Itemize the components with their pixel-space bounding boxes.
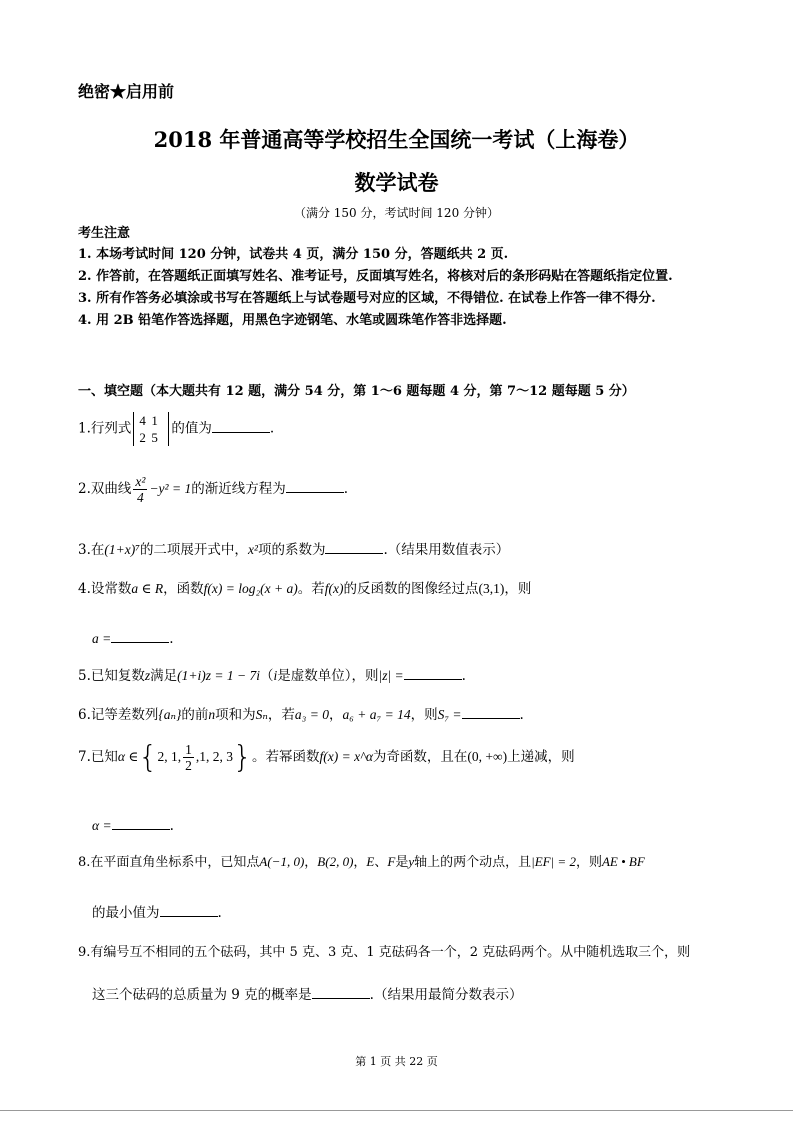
section-title: 一、填空题（本大题共有 12 题，满分 54 分，第 1～6 题每题 4 分，第 7～12 题每题 5 分） <box>78 384 635 399</box>
notice-heading: 考生注意 <box>78 226 131 241</box>
brace-left: { <box>138 739 158 775</box>
question-8: 8.在平面直角坐标系中，已知点A(−1, 0)，B(2, 0)，E、F是y轴上的两个动点，且|EF| = 2，则AE • BF <box>78 854 645 870</box>
question-2: 2.双曲线 $\frac{\text{x²}}{4}$ −y² = 1的渐近线方程为 . <box>78 474 348 505</box>
exam-subtitle: 数学试卷 <box>354 170 439 195</box>
fraction: $\frac{\text{x²}}{4}$ <box>135 474 146 505</box>
notice-item: 1. 本场考试时间 120 分钟，试卷共 4 页，满分 150 分，答题纸共 2 页. <box>78 247 509 262</box>
answer-blank[interactable] <box>111 629 169 643</box>
determinant: 4 1 2 5 <box>133 412 169 446</box>
question-9: 9.有编号互不相同的五个砝码，其中 5 克、3 克、1 克砝码各一个，2 克砝码两个。从中随机选取三个，则 <box>78 945 691 960</box>
answer-blank[interactable] <box>160 903 218 917</box>
question-4: 4.设常数a ∈ R，函数f(x) = log₂(x + a)。若f(x)的反函数的图像经过点(3,1)，则 <box>78 581 532 597</box>
page-footer: 第 1 页 共 22 页 <box>355 1055 438 1068</box>
secret-label: 绝密★启用前 <box>78 82 175 101</box>
answer-blank[interactable] <box>286 479 344 493</box>
question-1: 1.行列式 4 1 2 5的值为 . <box>78 413 275 445</box>
fraction: $\frac{1}{2}$ <box>185 742 192 773</box>
question-8-answer: 的最小值为 . <box>92 905 222 921</box>
answer-blank[interactable] <box>312 985 370 999</box>
exam-title: 2018 年普通高等学校招生全国统一考试（上海卷） <box>153 127 640 152</box>
question-9-answer: 这三个砝码的总质量为 9 克的概率是 .（结果用最简分数表示） <box>92 987 523 1003</box>
notice-item: 3. 所有作答务必填涂或书写在答题纸上与试卷题号对应的区域，不得错位. 在试卷上作答一律不得分. <box>78 291 656 306</box>
question-7: 7.已知α ∈{2, 1, $\frac{1}{2}$ ,1, 2, 3}。若幂函数f(x) = x^α为奇函数，且在(0, +∞)上递减，则 <box>78 739 575 775</box>
question-5: 5.已知复数z满足(1+i)z = 1 − 7i（i是虚数单位），则|z| = . <box>78 668 466 684</box>
brace-right: } <box>232 739 253 775</box>
notice-item: 4. 用 2B 铅笔作答选择题，用黑色字迹钢笔、水笔或圆珠笔作答非选择题. <box>78 313 507 328</box>
answer-blank[interactable] <box>325 540 383 554</box>
question-3: 3.在(1+x)⁷的二项展开式中，x²项的系数为 .（结果用数值表示） <box>78 542 510 558</box>
answer-blank[interactable] <box>462 705 520 719</box>
answer-blank[interactable] <box>112 816 170 830</box>
question-4-answer: a = . <box>92 631 174 647</box>
question-7-answer: α = . <box>92 818 174 834</box>
notice-item: 2. 作答前，在答题纸正面填写姓名、准考证号，反面填写姓名，将核对后的条形码贴在答题纸指定位置. <box>78 269 673 284</box>
footer-divider <box>0 1110 793 1111</box>
question-6: 6.记等差数列{aₙ}的前n项和为Sₙ，若a₃ = 0，a₆ + a₇ = 14，则S₇ = . <box>78 707 524 723</box>
answer-blank[interactable] <box>212 419 270 433</box>
score-info: （满分 150 分，考试时间 120 分钟） <box>293 206 500 220</box>
answer-blank[interactable] <box>404 666 462 680</box>
